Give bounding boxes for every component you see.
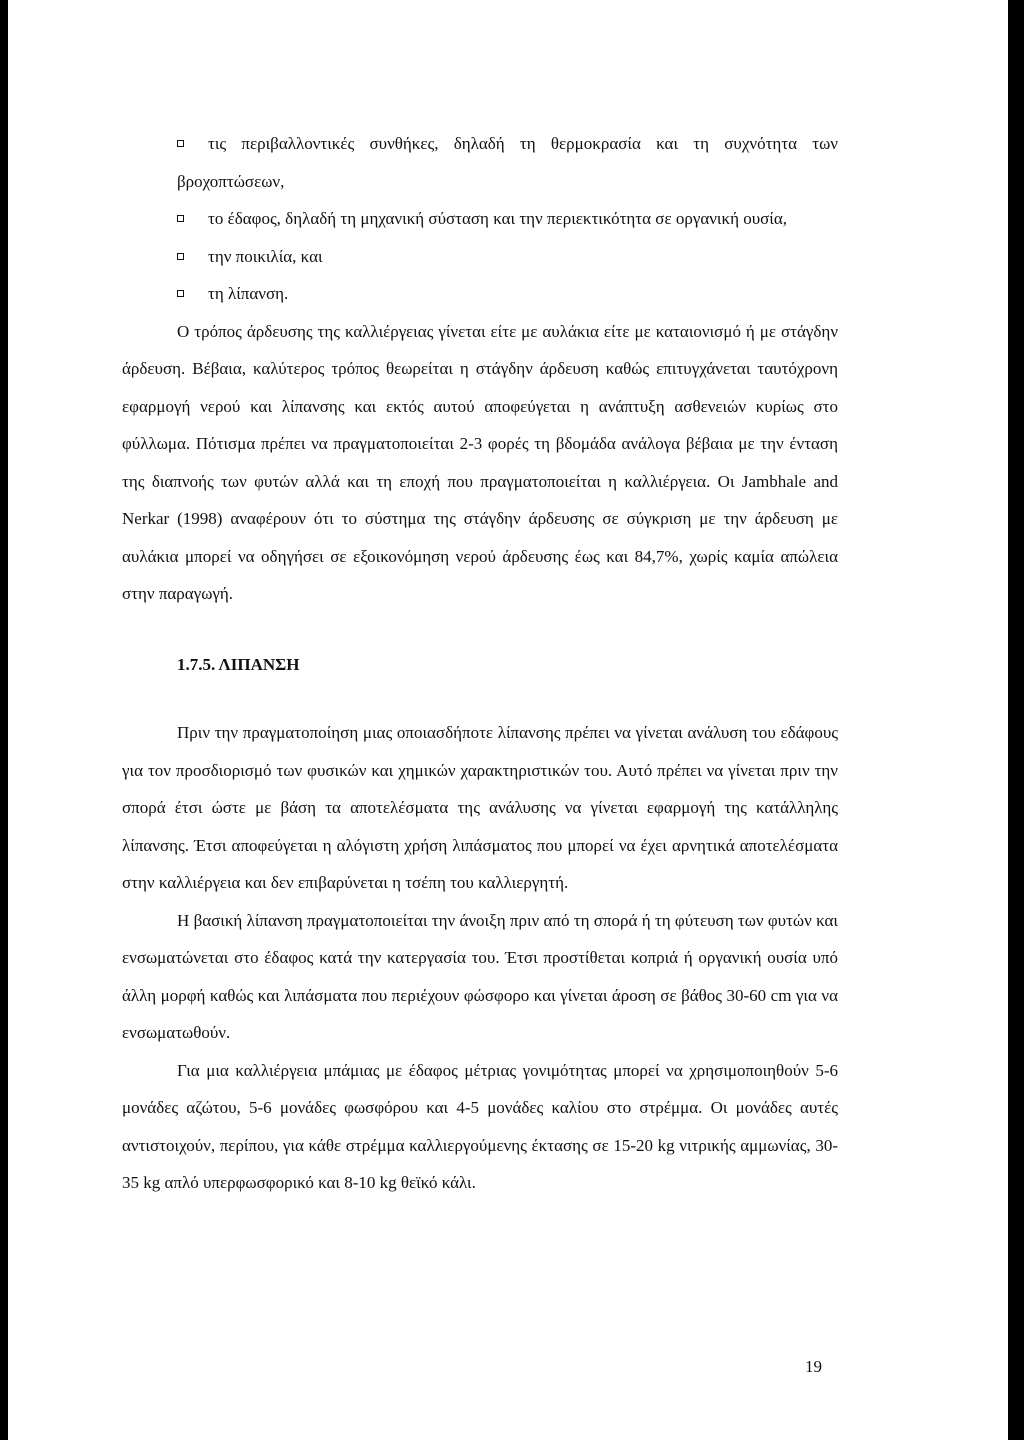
paragraph-soil-analysis: Πριν την πραγματοποίηση μιας οποιασδήποτε λίπανσης πρέπει να γίνεται ανάλυση του εδάφους για τον προσδιορισμό των φυσικών και χημικών χαρακτηριστικών του. Αυτό πρέπει να γίνεται πριν την σπορά έτσι ώστε με βάση τα αποτελέσματα της ανάλυσης να γίνεται εφαρμογή της κατάλληλης λίπανσης. Έτσι αποφεύγεται η αλόγιστη χρήση λιπάσματος που μπορεί να έχει αρνητικά αποτελέσματα στην καλλιέργεια και δεν επιβαρύνεται η τσέπη του καλλιεργητή. — [122, 723, 838, 892]
page-number: 19 — [805, 1357, 822, 1376]
square-bullet-icon — [177, 140, 184, 147]
page-content — [122, 125, 838, 1202]
list-item — [122, 275, 838, 313]
document-page — [8, 0, 1008, 1440]
list-item-text: τις περιβαλλοντικές συνθήκες, δηλαδή τη θερμοκρασία και τη συχνότητα των βροχοπτώσεων, — [177, 134, 838, 191]
paragraph-basic-fertilization: Η βασική λίπανση πραγματοποιείται την άνοιξη πριν από τη σπορά ή τη φύτευση των φυτών και ενσωματώνεται στο έδαφος κατά την κατεργασία του. Έτσι προστίθεται κοπριά ή οργανική ουσία υπό άλλη μορφή καθώς και λιπάσματα που περιέχουν φώσφορο και γίνεται άροση σε βάθος 30-60 cm για να ενσωματωθούν. — [122, 910, 838, 1042]
list-item-text: την ποικιλία, και — [208, 246, 323, 266]
list-item-text: το έδαφος, δηλαδή τη μηχανική σύσταση και την περιεκτικότητα σε οργανική ουσία, — [208, 209, 788, 228]
paragraph-irrigation: Ο τρόπος άρδευσης της καλλιέργειας γίνεται είτε με αυλάκια είτε με καταιονισμό ή με στάγδην άρδευση. Βέβαια, καλύτερος τρόπος θεωρείται η στάγδην άρδευση καθώς επιτυγχάνεται ταυτόχρονη εφαρμογή νερού και λίπανσης και εκτός αυτού αποφεύγεται η ανάπτυξη ασθενειών κυρίως στο φύλλωμα. Πότισμα πρέπει να πραγματοποιείται 2-3 φορές τη βδομάδα ανάλογα βέβαια με την ένταση της διαπνοής των φυτών αλλά και τη εποχή που πραγματοποιείται η καλλιέργεια. Οι Jambhale and Nerkar (1998) αναφέρουν ότι το σύστημα της στάγδην άρδευσης σε σύγκριση με την άρδευση με αυλάκια μπορεί να οδηγήσει σε εξοικονόμηση νερού άρδευσης έως και 84,7%, χωρίς καμία απώλεια στην παραγωγή. — [122, 321, 838, 603]
list-item — [122, 125, 838, 200]
square-bullet-icon — [177, 253, 184, 260]
square-bullet-icon — [177, 215, 184, 222]
list-item — [122, 238, 838, 276]
section-heading: 1.7.5. ΛΙΠΑΝΣΗ — [177, 654, 300, 674]
list-item-text: τη λίπανση. — [208, 284, 289, 303]
square-bullet-icon — [177, 290, 184, 297]
list-item — [122, 200, 838, 238]
paragraph-fertilizer-units: Για μια καλλιέργεια μπάμιας με έδαφος μέτριας γονιμότητας μπορεί να χρησιμοποιηθούν 5-6 μονάδες αζώτου, 5-6 μονάδες φωσφόρου και 4-5 μονάδες καλίου στο στρέμμα. Οι μονάδες αυτές αντιστοιχούν, περίπου, για κάθε στρέμμα καλλιεργούμενης έκτασης σε 15-20 kg νιτρικής αμμωνίας, 30-35 kg απλό υπερφωσφορικό και 8-10 kg θεϊκό κάλι. — [122, 1060, 838, 1192]
